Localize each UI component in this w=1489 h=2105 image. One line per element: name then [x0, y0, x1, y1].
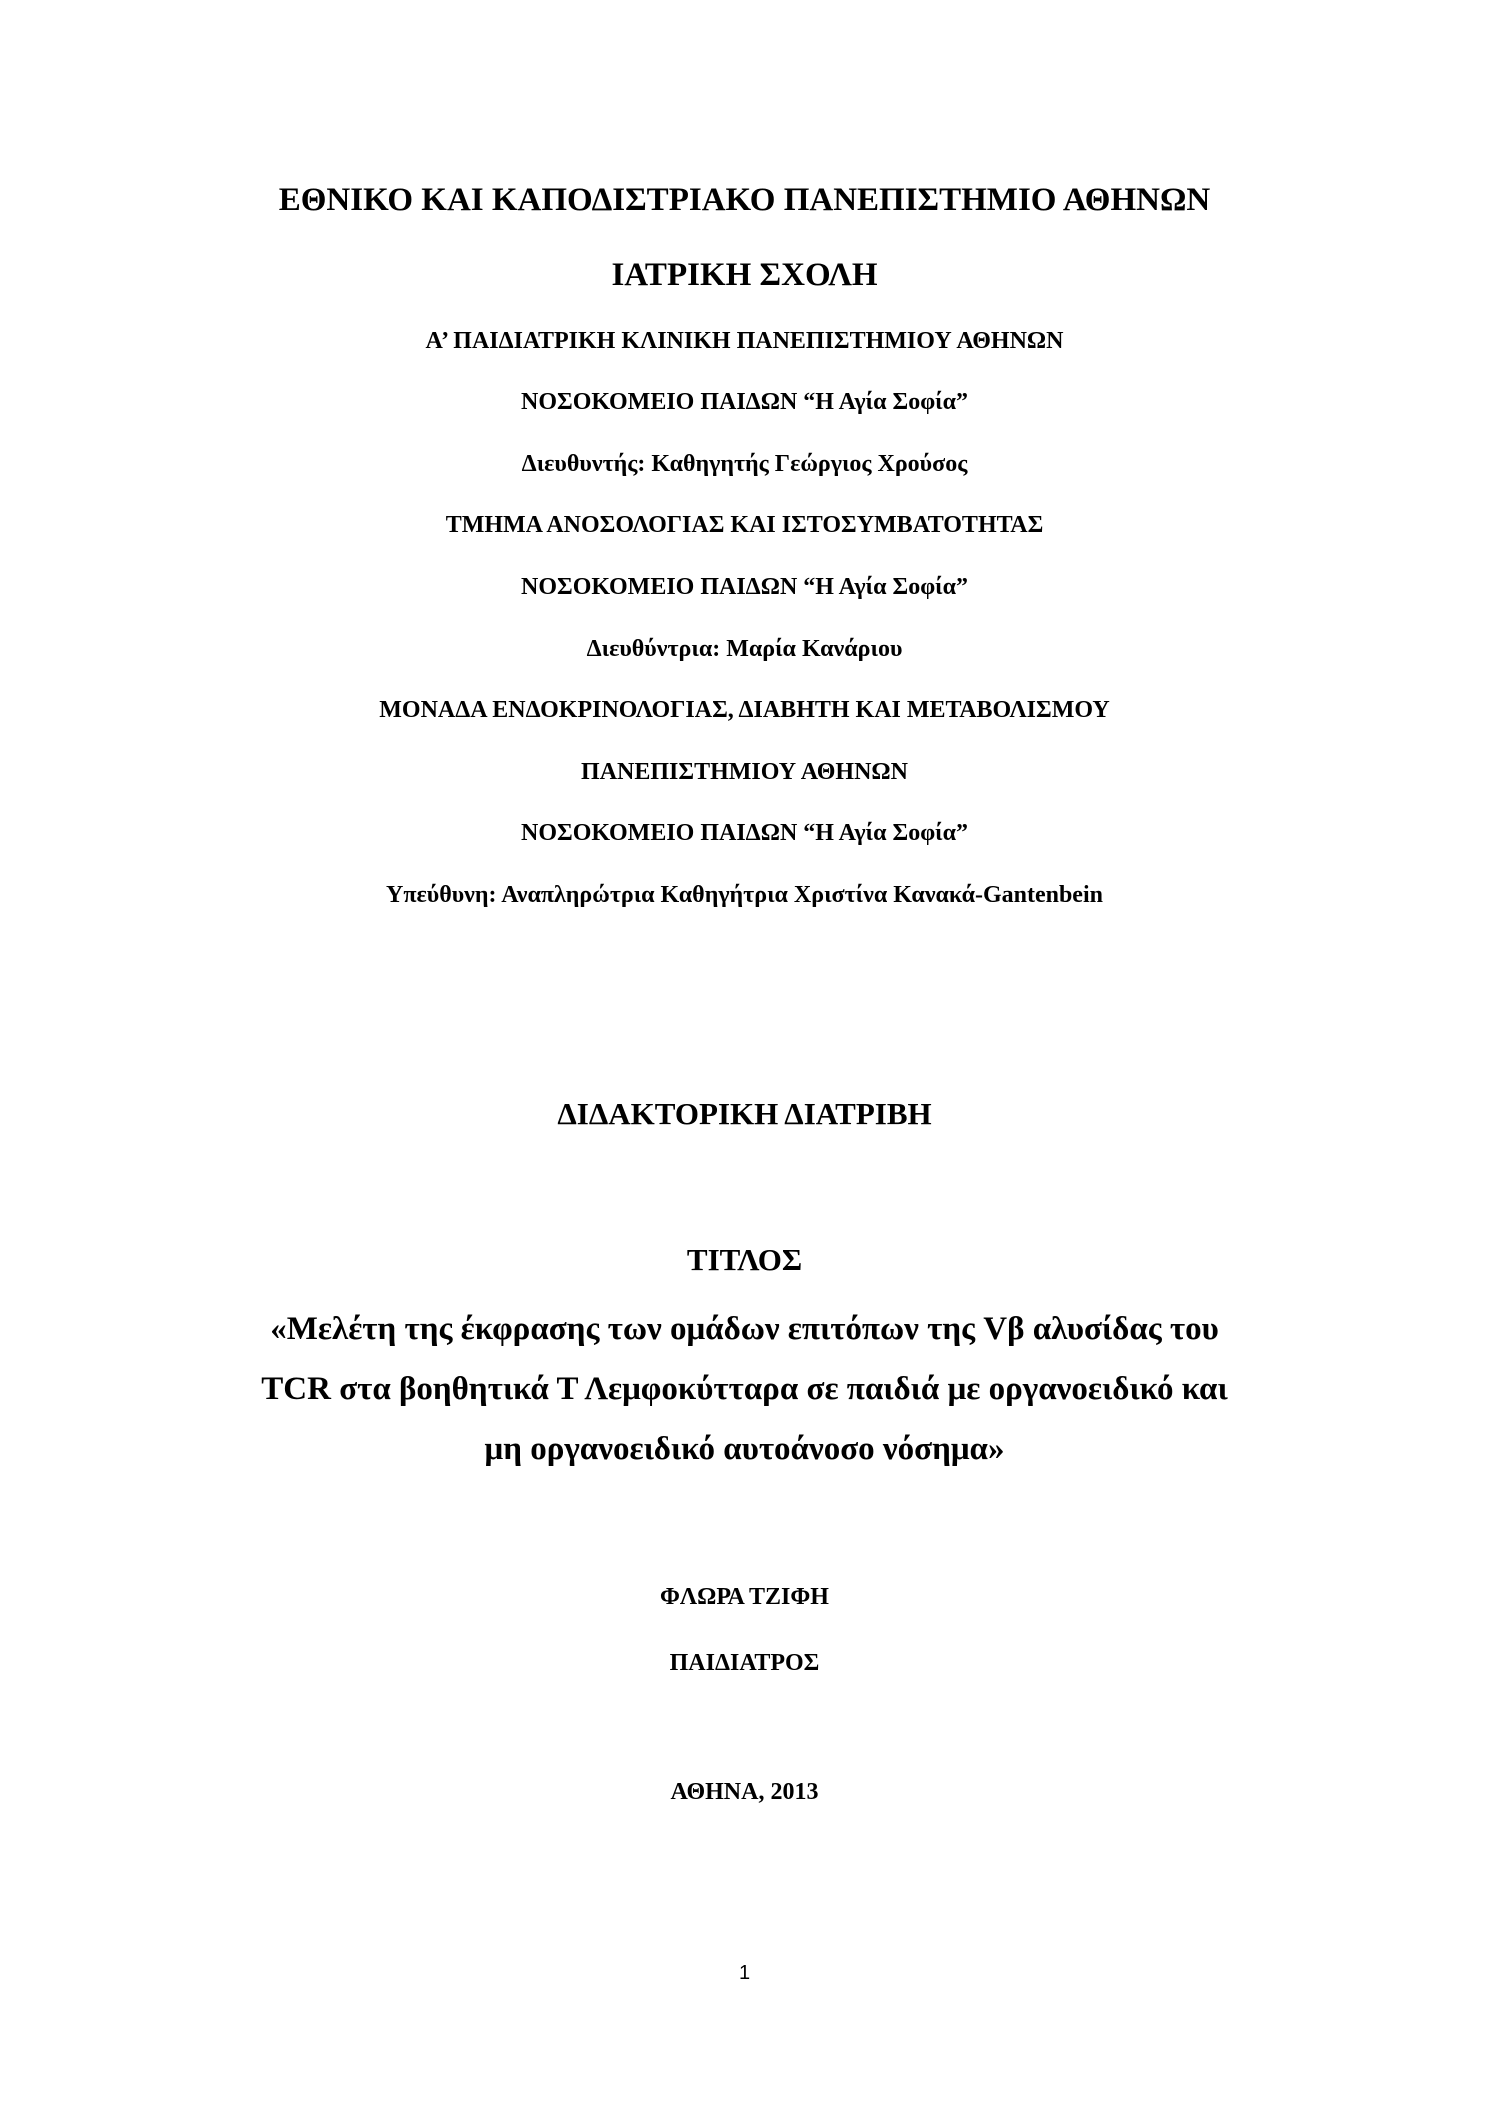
place-and-date: ΑΘΗΝΑ, 2013: [670, 1779, 819, 1805]
thesis-title-line: «Μελέτη της έκφρασης των ομάδων επιτόπων της Vβ αλυσίδας του: [270, 1311, 1219, 1347]
title-label: ΤΙΤΛΟΣ: [686, 1242, 803, 1277]
affiliation-line: Διευθυντής: Καθηγητής Γεώργιος Χρούσος: [521, 451, 968, 477]
affiliation-line: ΠΑΝΕΠΙΣΤΗΜΙΟΥ ΑΘΗΝΩΝ: [581, 759, 908, 785]
author-profession: ΠΑΙΔΙΑΤΡΟΣ: [669, 1650, 820, 1676]
affiliation-line: ΝΟΣΟΚΟΜΕΙΟ ΠΑΙΔΩΝ “Η Αγία Σοφία”: [521, 389, 968, 415]
affiliation-line: Διευθύντρια: Μαρία Κανάριου: [586, 636, 903, 662]
university-name: ΕΘΝΙΚΟ ΚΑΙ ΚΑΠΟΔΙΣΤΡΙΑΚΟ ΠΑΝΕΠΙΣΤΗΜΙΟ ΑΘΗΝΩΝ: [278, 182, 1211, 218]
affiliation-line: ΝΟΣΟΚΟΜΕΙΟ ΠΑΙΔΩΝ “Η Αγία Σοφία”: [521, 574, 968, 600]
affiliation-line: Υπεύθυνη: Αναπληρώτρια Καθηγήτρια Χριστίνα Κανακά-Gantenbein: [386, 882, 1103, 908]
author-name: ΦΛΩΡΑ ΤΖΙΦΗ: [660, 1584, 829, 1610]
thesis-title-line: μη οργανοειδικό αυτοάνοσο νόσημα»: [484, 1431, 1005, 1467]
page-number: 1: [738, 1962, 751, 1984]
thesis-title-line: TCR στα βοηθητικά Τ Λεμφοκύτταρα σε παιδιά με οργανοειδικό και: [261, 1371, 1228, 1407]
affiliation-line: ΜΟΝΑΔΑ ΕΝΔΟΚΡΙΝΟΛΟΓΙΑΣ, ΔΙΑΒΗΤΗ ΚΑΙ ΜΕΤΑΒΟΛΙΣΜΟΥ: [379, 697, 1110, 723]
affiliation-line: ΤΜΗΜΑ ΑΝΟΣΟΛΟΓΙΑΣ ΚΑΙ ΙΣΤΟΣΥΜΒΑΤΟΤΗΤΑΣ: [445, 512, 1044, 538]
school-name: ΙΑΤΡΙΚΗ ΣΧΟΛΗ: [611, 257, 878, 293]
affiliation-line: Α’ ΠΑΙΔΙΑΤΡΙΚΗ ΚΛΙΝΙΚΗ ΠΑΝΕΠΙΣΤΗΜΙΟΥ ΑΘΗΝΩΝ: [425, 328, 1064, 354]
document-type: ΔΙΔΑΚΤΟΡΙΚΗ ΔΙΑΤΡΙΒΗ: [557, 1096, 932, 1131]
affiliation-line: ΝΟΣΟΚΟΜΕΙΟ ΠΑΙΔΩΝ “Η Αγία Σοφία”: [521, 820, 968, 846]
